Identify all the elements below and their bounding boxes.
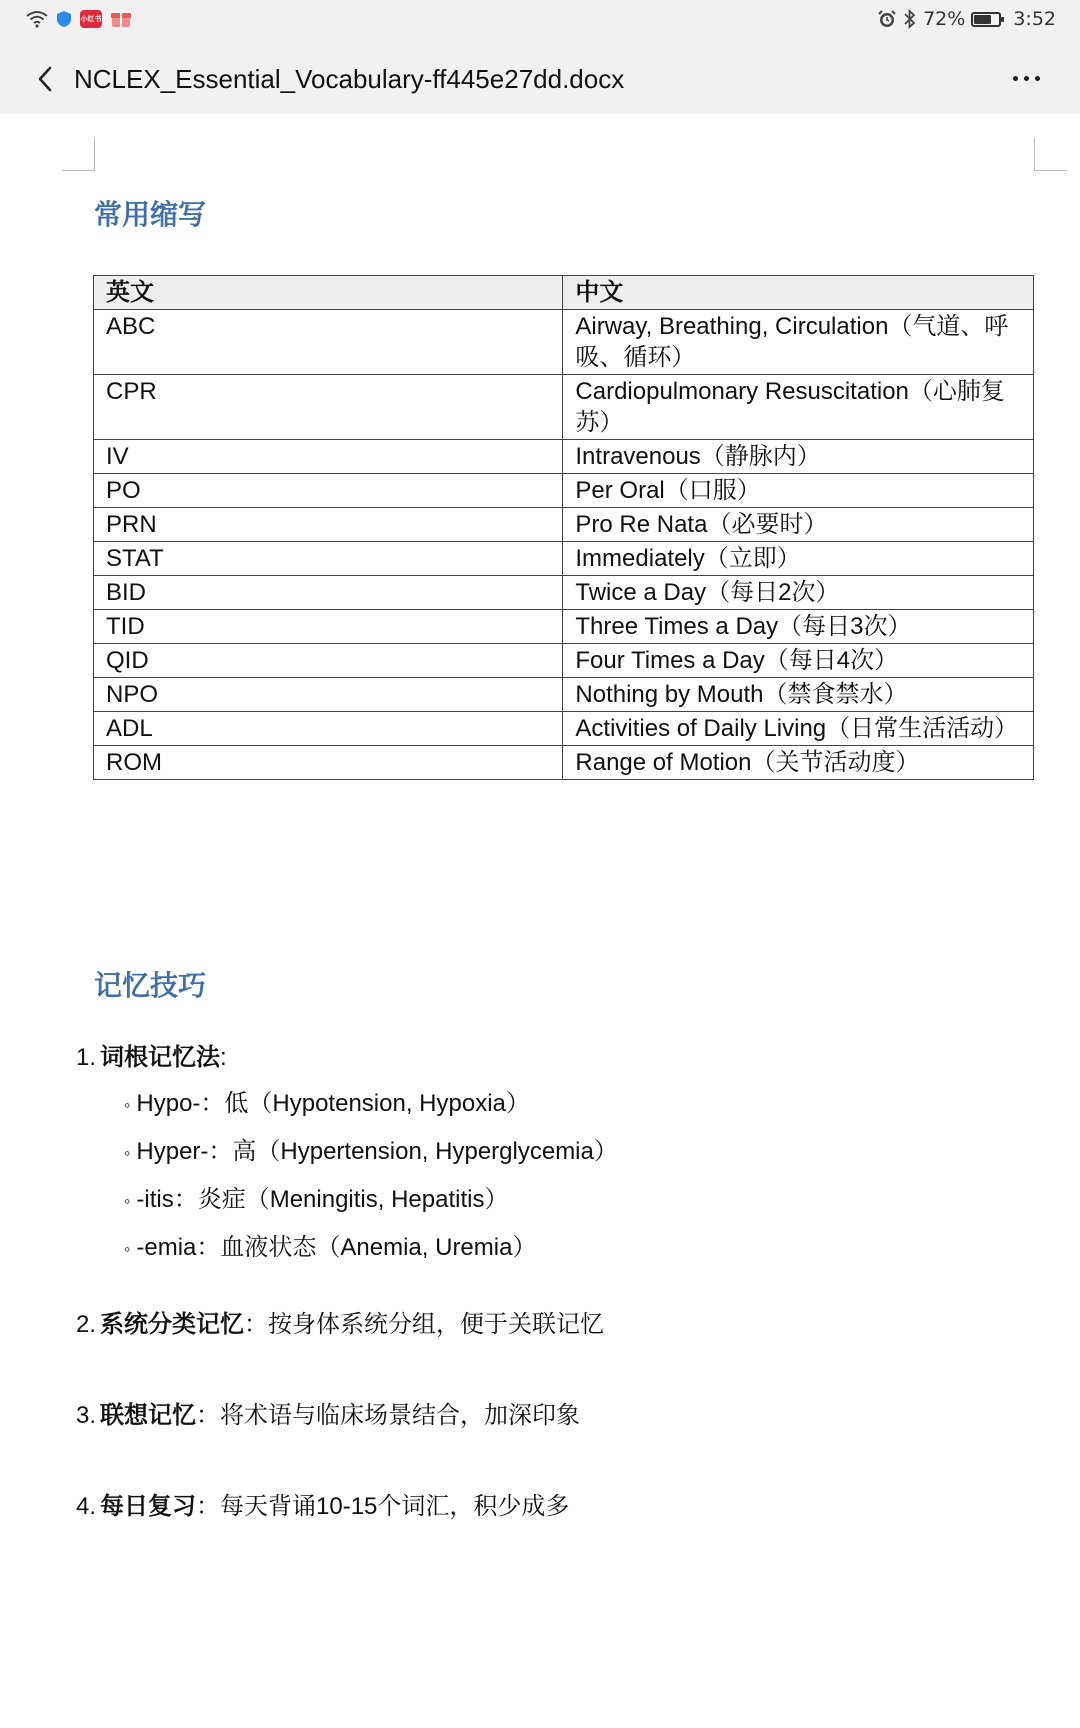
meaning-cell: Range of Motion（关节活动度） [563, 746, 1034, 780]
abbreviation-cell: BID [94, 576, 563, 610]
table-row [94, 508, 1034, 542]
abbreviation-cell: TID [94, 610, 563, 644]
meaning-cell: Airway, Breathing, Circulation（气道、呼吸、循环） [563, 310, 1034, 375]
meaning-cell: Nothing by Mouth（禁食禁水） [563, 678, 1034, 712]
root-word-list [124, 1088, 618, 1265]
tip-item: 2. 系统分类记忆：按身体系统分组，便于关联记忆 [76, 1311, 605, 1338]
tip-text: 按身体系统分组，便于关联记忆 [268, 1311, 605, 1338]
meaning-cell: Cardiopulmonary Resuscitation（心肺复苏） [563, 375, 1034, 440]
table-row [94, 440, 1034, 474]
meaning-cell: Per Oral（口服） [563, 474, 1034, 508]
table-row [94, 375, 1034, 440]
tip-item: 4. 每日复习：每天背诵10-15个词汇，积少成多 [76, 1493, 570, 1520]
alarm-icon [877, 9, 897, 29]
more-horizontal-icon[interactable] [1013, 76, 1040, 81]
xiaohongshu-app-icon: 小红书 [80, 10, 102, 28]
tip-title: 系统分类记忆 [100, 1311, 245, 1338]
section-heading-memory-tips: 记忆技巧 [94, 969, 207, 1002]
table-row [94, 644, 1034, 678]
table-header-row [94, 276, 1034, 310]
abbreviation-cell: ROM [94, 746, 563, 780]
chevron-left-icon[interactable] [30, 62, 64, 96]
meaning-cell: Activities of Daily Living（日常生活活动） [563, 712, 1034, 746]
page-corner-mark-left [62, 138, 95, 171]
table-header-chinese: 中文 [563, 276, 1034, 310]
section-heading-abbreviations: 常用缩写 [94, 198, 207, 231]
title-bar [0, 56, 1080, 104]
sub-list-item: ◦ -emia：血液状态（Anemia, Uremia） [124, 1232, 618, 1265]
bluetooth-icon [903, 9, 917, 29]
memory-tips-list [76, 1042, 618, 1523]
tip-item: 1. 词根记忆法: ◦ Hypo-：低（Hypotension, Hypoxia） ◦ Hyper-：高（Hypertension, Hyperglycemia） ◦ -itis：炎症（Meningitis, Hepatitis） ◦ -emia：血液状态（Anemia, Uremia） [76, 1042, 618, 1265]
shield-icon [56, 10, 72, 28]
top-bar [0, 0, 1080, 114]
tip-text: 将术语与临床场景结合，加深印象 [220, 1402, 581, 1429]
abbreviation-cell: CPR [94, 375, 563, 440]
page-corner-mark-right [1034, 138, 1067, 171]
table-row [94, 474, 1034, 508]
table-row [94, 610, 1034, 644]
meaning-cell: Four Times a Day（每日4次） [563, 644, 1034, 678]
abbreviation-cell: STAT [94, 542, 563, 576]
battery-percent: 72% [923, 8, 966, 30]
meaning-cell: Immediately（立即） [563, 542, 1034, 576]
tip-title: 每日复习 [100, 1493, 197, 1520]
table-row [94, 678, 1034, 712]
abbreviation-cell: PO [94, 474, 563, 508]
table-row [94, 310, 1034, 375]
clock-time: 3:52 [1013, 8, 1056, 30]
table-header-english: 英文 [94, 276, 563, 310]
abbreviation-cell: IV [94, 440, 563, 474]
tip-item: 3. 联想记忆：将术语与临床场景结合，加深印象 [76, 1402, 581, 1429]
tip-title: 词根记忆法 [100, 1044, 221, 1071]
wifi-icon [26, 10, 48, 28]
meaning-cell: Three Times a Day（每日3次） [563, 610, 1034, 644]
sub-list-item: ◦ -itis：炎症（Meningitis, Hepatitis） [124, 1184, 618, 1217]
table-row [94, 576, 1034, 610]
abbreviation-cell: QID [94, 644, 563, 678]
table-row [94, 712, 1034, 746]
abbreviation-table [93, 275, 1034, 780]
table-row [94, 746, 1034, 780]
meaning-cell: Intravenous（静脉内） [563, 440, 1034, 474]
abbreviation-cell: ADL [94, 712, 563, 746]
battery-icon [971, 12, 1001, 27]
abbreviation-cell: NPO [94, 678, 563, 712]
meaning-cell: Twice a Day（每日2次） [563, 576, 1034, 610]
tip-text: 每天背诵10-15个词汇，积少成多 [220, 1493, 570, 1520]
status-bar [0, 0, 1080, 40]
abbreviation-cell: ABC [94, 310, 563, 375]
abbreviation-cell: PRN [94, 508, 563, 542]
sub-list-item: ◦ Hyper-：高（Hypertension, Hyperglycemia） [124, 1136, 618, 1169]
table-row [94, 542, 1034, 576]
gift-icon [110, 10, 132, 28]
document-title: NCLEX_Essential_Vocabulary-ff445e27dd.docx [74, 64, 625, 94]
sub-list-item: ◦ Hypo-：低（Hypotension, Hypoxia） [124, 1088, 618, 1121]
tip-title: 联想记忆 [100, 1402, 197, 1429]
meaning-cell: Pro Re Nata（必要时） [563, 508, 1034, 542]
